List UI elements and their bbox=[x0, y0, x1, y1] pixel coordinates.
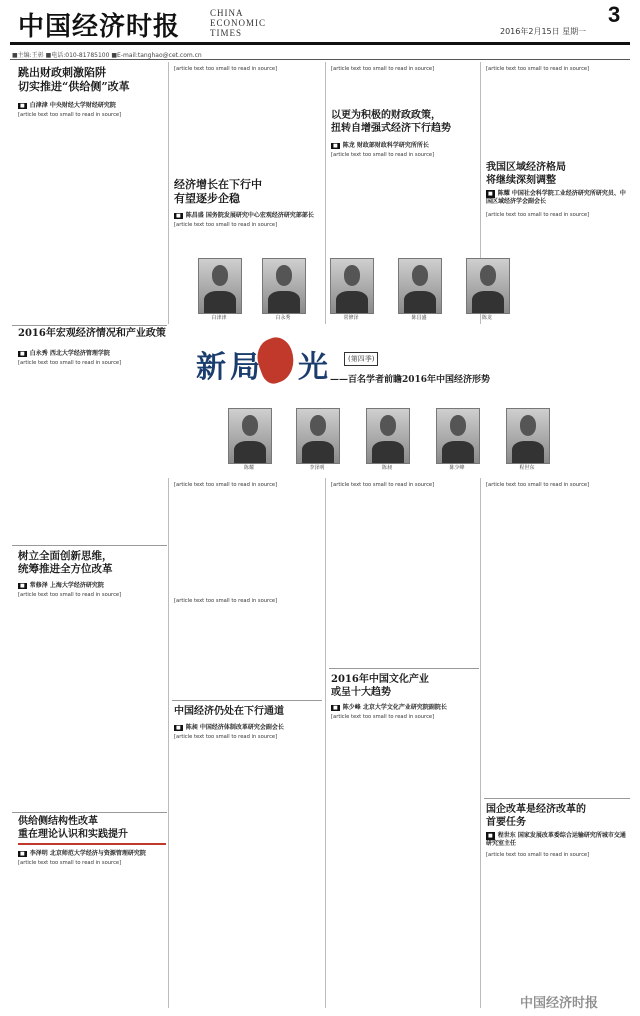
article-byline: ■ 白永秀 西北大学经济管理学院 bbox=[20, 350, 110, 357]
byline-text: 白永秀 西北大学经济管理学院 bbox=[29, 350, 110, 357]
portrait-caption: 李泽明 bbox=[309, 465, 325, 471]
masthead-en-line-1: CHINA bbox=[210, 8, 244, 18]
article-body: [article text too small to read in source] bbox=[174, 222, 278, 228]
column-divider bbox=[168, 62, 169, 324]
headline-line: 首要任务 bbox=[486, 816, 526, 828]
article-body: [article text too small to read in source] bbox=[18, 592, 122, 598]
article-headline bbox=[486, 804, 626, 829]
article-body: [article text too small to read in source] bbox=[174, 734, 278, 740]
section-divider bbox=[12, 812, 167, 813]
portrait-photo bbox=[228, 408, 272, 464]
page-number: 3 bbox=[608, 2, 621, 27]
byline-text: 陈龙 财政部财政科学研究所所长 bbox=[342, 142, 429, 149]
portrait-caption: 陈龙 bbox=[481, 315, 492, 321]
article-byline: ■ 程世东 国家发展改革委综合运输研究所城市交通研究室主任 bbox=[486, 832, 626, 847]
headline-line: 重在理论认识和实践提升 bbox=[18, 828, 128, 840]
headline-line: 扭转自增强式经济下行趋势 bbox=[331, 122, 451, 134]
article-body: [article text too small to read in source] bbox=[331, 482, 435, 488]
article-body: [article text too small to read in source] bbox=[486, 66, 590, 72]
portrait-photo bbox=[398, 258, 442, 314]
masthead-rule bbox=[10, 42, 630, 45]
headline-line: 切实推进“供给侧”改革 bbox=[18, 79, 130, 93]
headline-line: 我国区域经济格局 bbox=[486, 162, 566, 173]
article-headline bbox=[174, 178, 321, 206]
headline-line: 2016年中国文化产业 bbox=[331, 674, 429, 685]
article-byline: ■ 陈昌盛 国务院发展研究中心宏观经济研究部部长 bbox=[176, 212, 314, 219]
article-body: [article text too small to read in source] bbox=[486, 852, 590, 858]
article-headline: 2016年宏观经济情况和产业政策 bbox=[18, 328, 166, 339]
article-headline bbox=[486, 162, 626, 187]
headline-underline bbox=[18, 843, 166, 845]
article-body: [article text too small to read in source] bbox=[174, 66, 278, 72]
column-divider bbox=[325, 478, 326, 1008]
article-headline bbox=[331, 110, 476, 135]
section-divider bbox=[329, 668, 479, 669]
masthead-en-line-2: ECONOMIC bbox=[210, 18, 267, 28]
section-divider bbox=[12, 325, 167, 326]
headline-line: 有望逐步企稳 bbox=[174, 191, 240, 205]
byline-text: 李泽明 北京师范大学经济与资源管理研究院 bbox=[29, 850, 146, 857]
portrait-photo bbox=[330, 258, 374, 314]
watermark: 中国经济时报 bbox=[520, 996, 599, 1011]
issue-date: 2016年2月15日 星期一 bbox=[500, 27, 587, 36]
portrait-caption: 陈昶 bbox=[381, 465, 392, 471]
article-body: [article text too small to read in source] bbox=[331, 66, 435, 72]
article-byline: ■ 白津津 中央财经大学财经研究院 bbox=[20, 102, 116, 109]
article-byline: ■ 常修泽 上海大学经济研究院 bbox=[20, 582, 104, 589]
portrait-caption: 陈耀 bbox=[243, 465, 254, 471]
headline-line: 统筹推进全方位改革 bbox=[18, 563, 113, 576]
article-body: [article text too small to read in source] bbox=[331, 714, 435, 720]
article-body: [article text too small to read in source] bbox=[18, 360, 122, 366]
masthead-english bbox=[210, 8, 266, 38]
headline-line: 跳出财政刺激陷阱 bbox=[18, 66, 106, 79]
article-body: [article text too small to read in source] bbox=[174, 482, 278, 488]
editor-line: ■主编:王彰 ■电话:010-81785100 ■E-mail:tanghao@cet.com.cn bbox=[12, 52, 202, 59]
headline-line: 供给侧结构性改革 bbox=[18, 816, 98, 827]
section-divider bbox=[172, 700, 322, 701]
portrait-photo bbox=[198, 258, 242, 314]
portrait-caption: 白永秀 bbox=[275, 315, 291, 321]
byline-text: 程世东 国家发展改革委综合运输研究所城市交通研究室主任 bbox=[486, 832, 626, 847]
headline-line: 将继续深刻调整 bbox=[486, 174, 556, 186]
article-body: [article text too small to read in source] bbox=[486, 482, 590, 488]
byline-text: 常修泽 上海大学经济研究院 bbox=[29, 582, 104, 589]
article-headline bbox=[18, 816, 168, 841]
headline-line: 以更为积极的财政政策， bbox=[331, 110, 441, 121]
column-divider bbox=[325, 62, 326, 324]
banner-subtitle: ——百名学者前瞻2016年中国经济形势 bbox=[330, 375, 491, 385]
portrait-caption: 程世东 bbox=[519, 465, 535, 471]
column-divider bbox=[480, 478, 481, 1008]
headline-line: 国企改革是经济改革的 bbox=[486, 804, 586, 815]
section-divider bbox=[12, 545, 167, 546]
banner-title-left: 新局 bbox=[196, 350, 264, 385]
article-byline: ■ 陈昶 中国经济体制改革研究会副会长 bbox=[176, 724, 284, 731]
byline-text: 白津津 中央财经大学财经研究院 bbox=[29, 102, 116, 109]
portrait-caption: 白津津 bbox=[211, 315, 227, 321]
portrait-photo bbox=[466, 258, 510, 314]
byline-text: 陈昌盛 国务院发展研究中心宏观经济研究部部长 bbox=[185, 212, 314, 219]
portrait-caption: 常修泽 bbox=[343, 315, 359, 321]
banner-phase: (第四季) bbox=[344, 352, 378, 366]
headline-line: 树立全面创新思维， bbox=[18, 550, 113, 562]
article-body: [article text too small to read in source] bbox=[486, 212, 590, 218]
column-divider bbox=[168, 478, 169, 1008]
article-body: [article text too small to read in source] bbox=[18, 112, 122, 118]
byline-text: 陈耀 中国社会科学院工业经济研究所研究员、中国区域经济学会副会长 bbox=[486, 190, 626, 205]
banner-title-right: 光 bbox=[298, 350, 332, 385]
article-headline: 中国经济仍处在下行通道 bbox=[174, 706, 284, 717]
portrait-photo bbox=[366, 408, 410, 464]
portrait-caption: 陈少峰 bbox=[449, 465, 465, 471]
article-headline bbox=[18, 66, 163, 94]
masthead-title: 中国经济时报 bbox=[18, 12, 181, 42]
article-byline: ■ 陈耀 中国社会科学院工业经济研究所研究员、中国区域经济学会副会长 bbox=[486, 190, 626, 205]
article-body: [article text too small to read in source] bbox=[331, 152, 435, 158]
article-headline bbox=[331, 674, 476, 699]
portrait-photo bbox=[506, 408, 550, 464]
portrait-photo bbox=[262, 258, 306, 314]
portrait-photo bbox=[296, 408, 340, 464]
portrait-photo bbox=[436, 408, 480, 464]
masthead-en-line-3: TIMES bbox=[210, 28, 242, 38]
article-byline: ■ 陈龙 财政部财政科学研究所所长 bbox=[333, 142, 429, 149]
headline-line: 经济增长在下行中 bbox=[174, 178, 262, 191]
section-divider bbox=[484, 798, 630, 799]
article-body: [article text too small to read in source] bbox=[174, 598, 278, 604]
article-headline bbox=[18, 550, 168, 576]
portrait-caption: 陈昌盛 bbox=[411, 315, 427, 321]
article-byline: ■ 李泽明 北京师范大学经济与资源管理研究院 bbox=[20, 850, 146, 857]
byline-text: 陈昶 中国经济体制改革研究会副会长 bbox=[185, 724, 284, 731]
header-divider bbox=[10, 59, 630, 60]
article-byline: ■ 陈少峰 北京大学文化产业研究院副院长 bbox=[333, 704, 447, 711]
byline-text: 陈少峰 北京大学文化产业研究院副院长 bbox=[342, 704, 447, 711]
article-body: [article text too small to read in source] bbox=[18, 860, 122, 866]
headline-line: 或呈十大趋势 bbox=[331, 686, 391, 698]
